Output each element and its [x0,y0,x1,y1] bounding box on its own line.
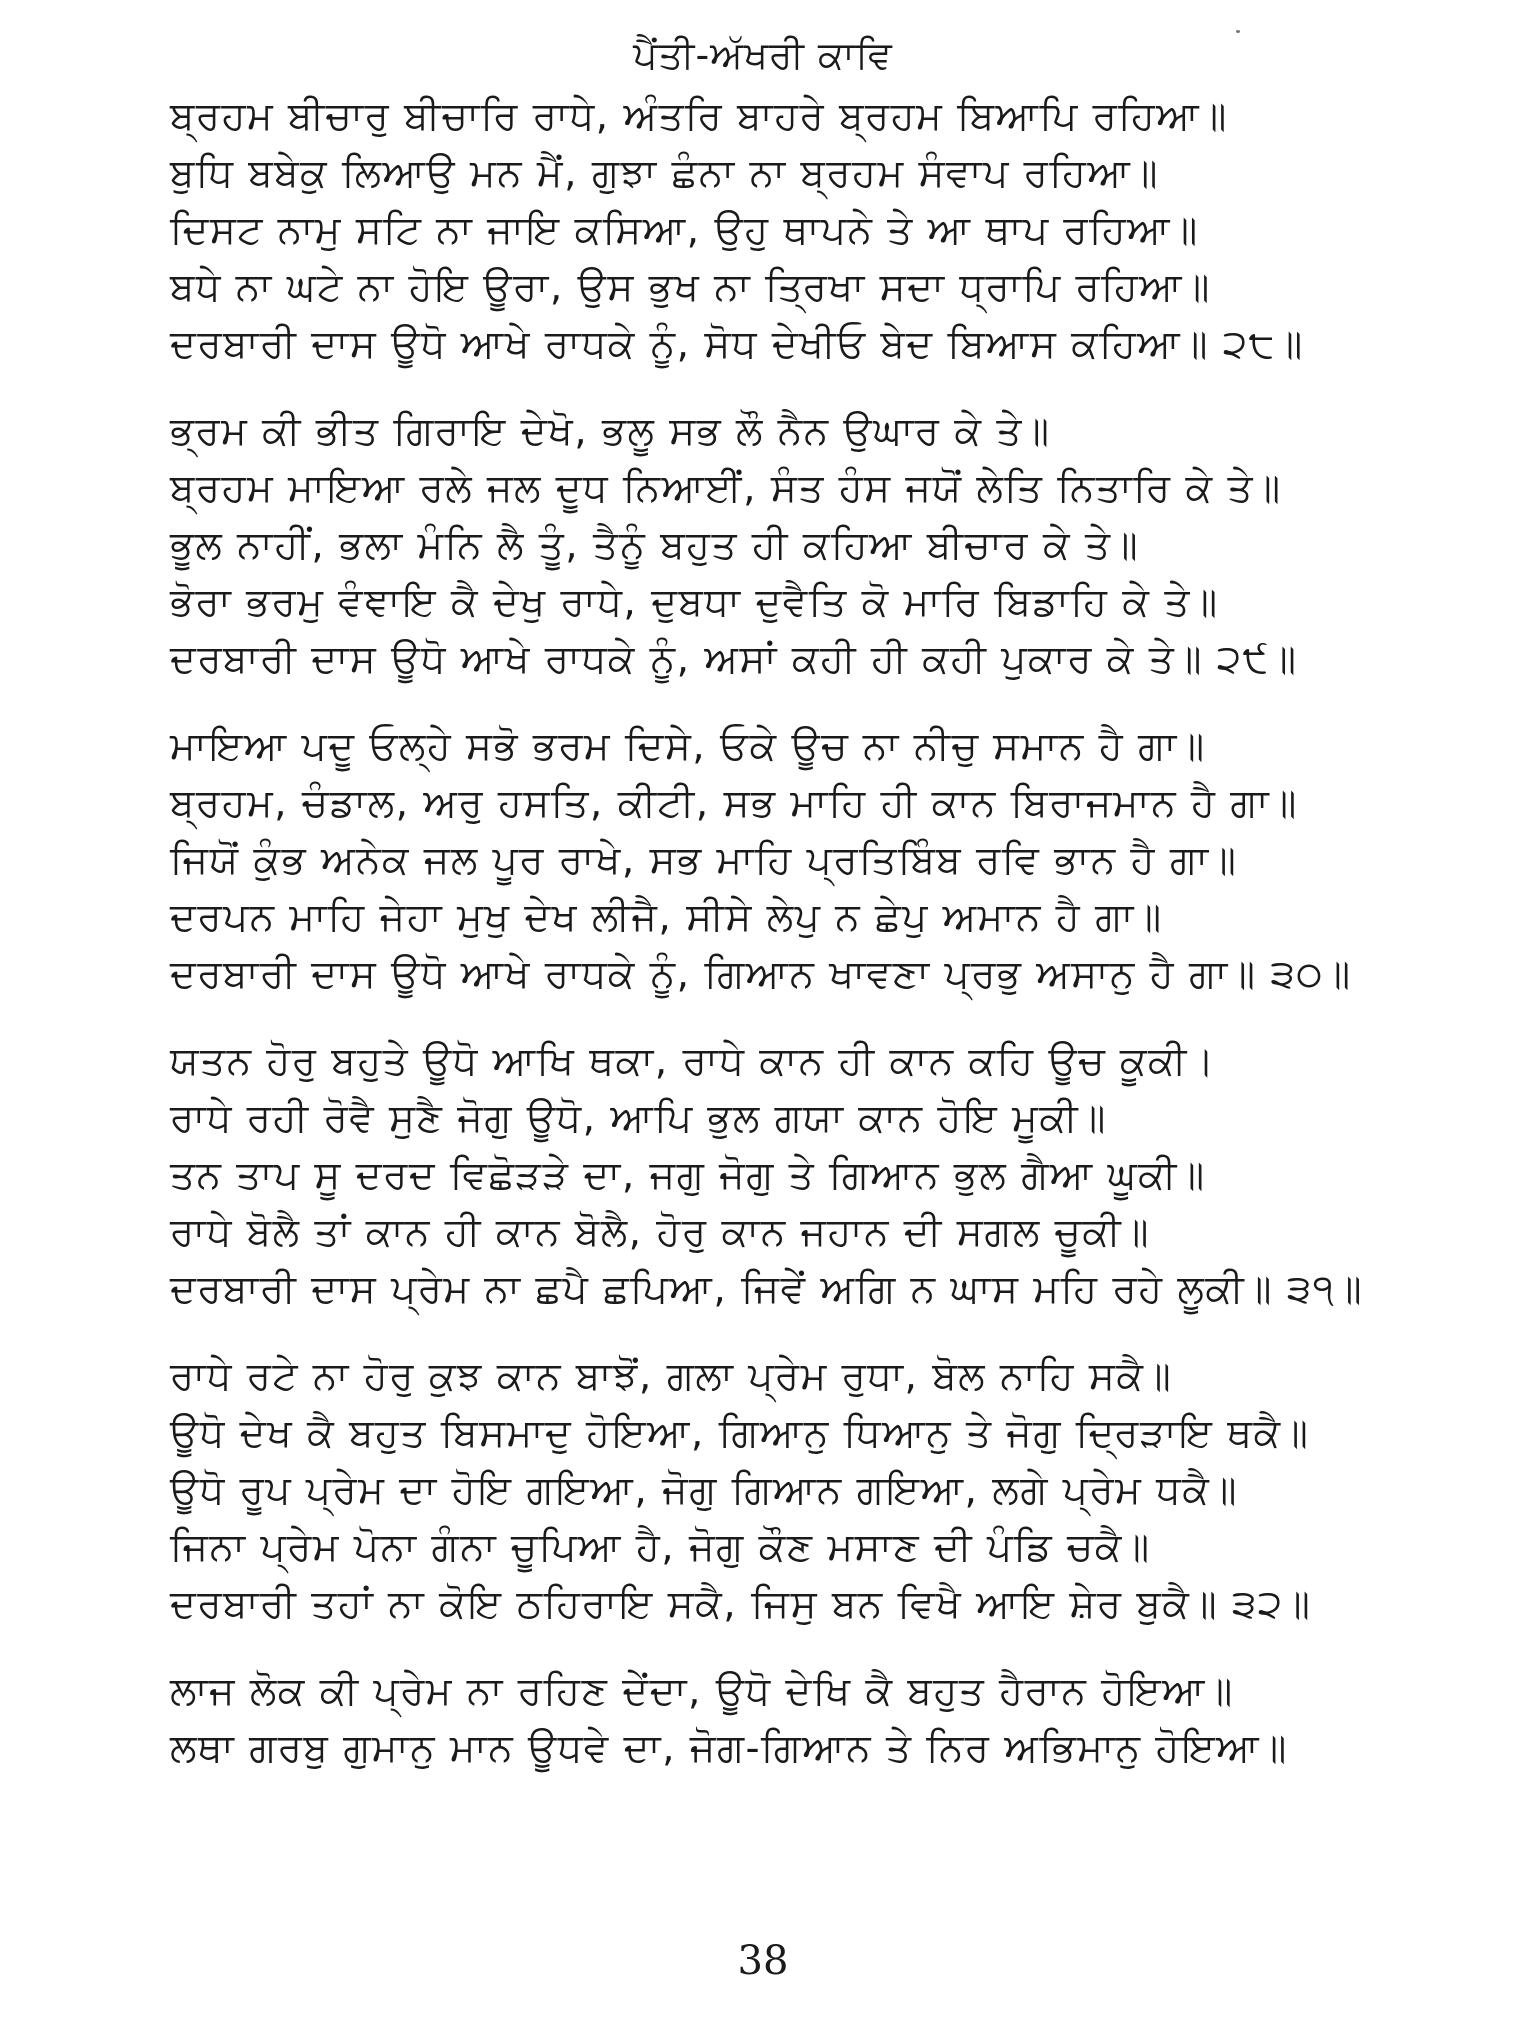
verse-line: ਦਰਬਾਰੀ ਦਾਸ ਊਧੋ ਆਖੇ ਰਾਧਕੇ ਨੂੰ, ਅਸਾਂ ਕਹੀ ਹੀ ਕਹੀ ਪੁਕਾਰ ਕੇ ਤੇ॥ ੨੯॥ [170,637,1298,682]
page-number: 38 [737,1938,789,1984]
verse-line: ਭੂਲ ਨਾਹੀਂ, ਭਲਾ ਮੰਨਿ ਲੈ ਤੂੰ, ਤੈਨੂੰ ਬਹੁਤ ਹੀ ਕਹਿਆ ਬੀਚਾਰ ਕੇ ਤੇ॥ [170,523,1140,568]
verse-line: ਬੁਧਿ ਬਬੇਕੁ ਲਿਆਉ ਮਨ ਮੈਂ, ਗੁਝਾ ਛੰਨਾ ਨਾ ਬ੍ਰਹਮ ਸੰਵਾਪ ਰਹਿਆ॥ [170,151,1160,196]
verse-line: ਦਰਬਾਰੀ ਤਹਾਂ ਨਾ ਕੋਇ ਠਹਿਰਾਇ ਸਕੈ, ਜਿਸੁ ਬਨ ਵਿਖੈ ਆਇ ਸ਼ੇਰ ਬੁਕੈ॥ ੩੨॥ [170,1582,1312,1627]
verse-line: ਦਿਸਟ ਨਾਮੁ ਸਟਿ ਨਾ ਜਾਇ ਕਸਿਆ, ਉਹੁ ਥਾਪਨੇ ਤੇ ਆ ਥਾਪ ਰਹਿਆ॥ [170,208,1199,253]
verse-line: ਊਧੋ ਦੇਖ ਕੈ ਬਹੁਤ ਬਿਸਮਾਦੁ ਹੋਇਆ, ਗਿਆਨੁ ਧਿਆਨੁ ਤੇ ਜੋਗੁ ਦ੍ਰਿੜਾਇ ਥਕੈ॥ [170,1411,1310,1456]
stanza-33-partial [170,1663,1470,1777]
verse-line: ਜਿਯੋਂ ਕੁੰਭ ਅਨੇਕ ਜਲ ਪੂਰ ਰਾਖੇ, ਸਭ ਮਾਹਿ ਪ੍ਰਤਿਬਿੰਬ ਰਵਿ ਭਾਨ ਹੈ ਗਾ॥ [170,838,1238,883]
verse-line: ਭ੍ਰਮ ਕੀ ਭੀਤ ਗਿਰਾਇ ਦੇਖੋ, ਭਲੂ ਸਭ ਲੌ ਨੈਨ ਉਘਾਰ ਕੇ ਤੇ॥ [170,409,1051,454]
verse-line: ਮਾਇਆ ਪਦੂ ਓਲ੍ਹੇ ਸਭੋ ਭਰਮ ਦਿਸੇ, ਓਕੇ ਊਚ ਨਾ ਨੀਚੁ ਸਮਾਨ ਹੈ ਗਾ॥ [170,724,1206,769]
verse-line: ਰਾਧੇ ਰਟੇ ਨਾ ਹੋਰੁ ਕੁਝ ਕਾਨ ਬਾਝੋਂ, ਗਲਾ ਪ੍ਰੇਮ ਰੁਧਾ, ਬੋਲ ਨਾਹਿ ਸਕੈ॥ [170,1354,1173,1399]
verse-line: ਬਧੇ ਨਾ ਘਟੇ ਨਾ ਹੋਇ ਊਰਾ, ਉਸ ਭੁਖ ਨਾ ਤ੍ਰਿਖਾ ਸਦਾ ਧ੍ਰਾਪਿ ਰਹਿਆ॥ [170,265,1211,310]
poem-body [170,88,1470,1807]
verse-line: ਦਰਬਾਰੀ ਦਾਸ ਊਧੋ ਆਖੇ ਰਾਧਕੇ ਨੂੰ, ਸੋਧ ਦੇਖੀਓ ਬੇਦ ਬਿਆਸ ਕਹਿਆ॥ ੨੮॥ [170,322,1304,367]
verse-line: ਬ੍ਰਹਮ ਬੀਚਾਰੁ ਬੀਚਾਰਿ ਰਾਧੇ, ਅੰਤਰਿ ਬਾਹਰੇ ਬ੍ਰਹਮ ਬਿਆਪਿ ਰਹਿਆ॥ [170,94,1228,139]
verse-line: ਲਥਾ ਗਰਬੁ ਗੁਮਾਨੁ ਮਾਨ ਊਧਵੇ ਦਾ, ਜੋਗ-ਗਿਆਨ ਤੇ ਨਿਰ ਅਭਿਮਾਨੁ ਹੋਇਆ॥ [170,1726,1288,1771]
page-header: ਪੈਂਤੀ-ਅੱਖਰੀ ਕਾਵਿ [633,33,893,77]
verse-line: ਦਰਬਾਰੀ ਦਾਸ ਪ੍ਰੇਮ ਨਾ ਛਪੈ ਛਪਿਆ, ਜਿਵੇਂ ਅਗਿ ਨ ਘਾਸ ਮਹਿ ਰਹੇ ਲੂਕੀ॥ ੩੧॥ [170,1267,1364,1312]
verse-line: ਬ੍ਰਹਮ, ਚੰਡਾਲ, ਅਰੁ ਹਸਤਿ, ਕੀਟੀ, ਸਭ ਮਾਹਿ ਹੀ ਕਾਨ ਬਿਰਾਜਮਾਨ ਹੈ ਗਾ॥ [170,781,1298,826]
stanza-31 [170,1033,1470,1318]
verse-line: ਭੋਰਾ ਭਰਮੁ ਵੰਞਾਇ ਕੈ ਦੇਖੁ ਰਾਧੇ, ਦੁਬਧਾ ਦੁਵੈਤਿ ਕੋ ਮਾਰਿ ਬਿਡਾਹਿ ਕੇ ਤੇ॥ [170,580,1219,625]
verse-line: ਰਾਧੇ ਬੋਲੈ ਤਾਂ ਕਾਨ ਹੀ ਕਾਨ ਬੋਲੈ, ਹੋਰੁ ਕਾਨ ਜਹਾਨ ਦੀ ਸਗਲ ਚੂਕੀ॥ [170,1210,1151,1255]
stanza-29 [170,403,1470,688]
stanza-28 [170,88,1470,373]
verse-line: ਦਰਪਨ ਮਾਹਿ ਜੇਹਾ ਮੁਖੁ ਦੇਖ ਲੀਜੈ, ਸੀਸੇ ਲੇਪੁ ਨ ਛੇਪੁ ਅਮਾਨ ਹੈ ਗਾ॥ [170,895,1163,940]
verse-line: ਦਰਬਾਰੀ ਦਾਸ ਊਧੋ ਆਖੇ ਰਾਧਕੇ ਨੂੰ, ਗਿਆਨ ਖਾਵਣਾ ਪ੍ਰਭੁ ਅਸਾਨੁ ਹੈ ਗਾ॥ ੩੦॥ [170,952,1352,997]
verse-line: ਲਾਜ ਲੋਕ ਕੀ ਪ੍ਰੇਮ ਨਾ ਰਹਿਣ ਦੇਂਦਾ, ਊਧੋ ਦੇਖਿ ਕੈ ਬਹੁਤ ਹੈਰਾਨ ਹੋਇਆ॥ [170,1669,1234,1714]
verse-line: ਯਤਨ ਹੋਰੁ ਬਹੁਤੇ ਊਧੋ ਆਖਿ ਥਕਾ, ਰਾਧੇ ਕਾਨ ਹੀ ਕਾਨ ਕਹਿ ਊਚ ਕੂਕੀ। [170,1039,1216,1084]
verse-line: ਰਾਧੇ ਰਹੀ ਰੋਵੈ ਸੁਣੈ ਜੋਗੁ ਊਧੋ, ਆਪਿ ਭੁਲ ਗਯਾ ਕਾਨ ਹੋਇ ਮੂਕੀ॥ [170,1096,1107,1141]
stanza-30 [170,718,1470,1003]
verse-line: ਊਧੋ ਰੂਪ ਪ੍ਰੇਮ ਦਾ ਹੋਇ ਗਇਆ, ਜੋਗੁ ਗਿਆਨ ਗਇਆ, ਲਗੇ ਪ੍ਰੇਮ ਧਕੈ॥ [170,1468,1239,1513]
verse-line: ਬ੍ਰਹਮ ਮਾਇਆ ਰਲੇ ਜਲ ਦੂਧ ਨਿਆਈਂ, ਸੰਤ ਹੰਸ ਜਯੋਂ ਲੇਤਿ ਨਿਤਾਰਿ ਕੇ ਤੇ॥ [170,466,1282,511]
verse-line: ਜਿਨਾ ਪ੍ਰੇਮ ਪੋਨਾ ਗੰਨਾ ਚੂਪਿਆ ਹੈ, ਜੋਗੁ ਕੌਣ ਮਸਾਣ ਦੀ ਪੰਡਿ ਚਕੈ॥ [170,1525,1151,1570]
stanza-32 [170,1348,1470,1633]
verse-line: ਤਨ ਤਾਪ ਸੂ ਦਰਦ ਵਿਛੋੜੜੇ ਦਾ, ਜਗੁ ਜੋਗੁ ਤੇ ਗਿਆਨ ਭੁਲ ਗੈਆ ਘੂਕੀ॥ [170,1153,1206,1198]
